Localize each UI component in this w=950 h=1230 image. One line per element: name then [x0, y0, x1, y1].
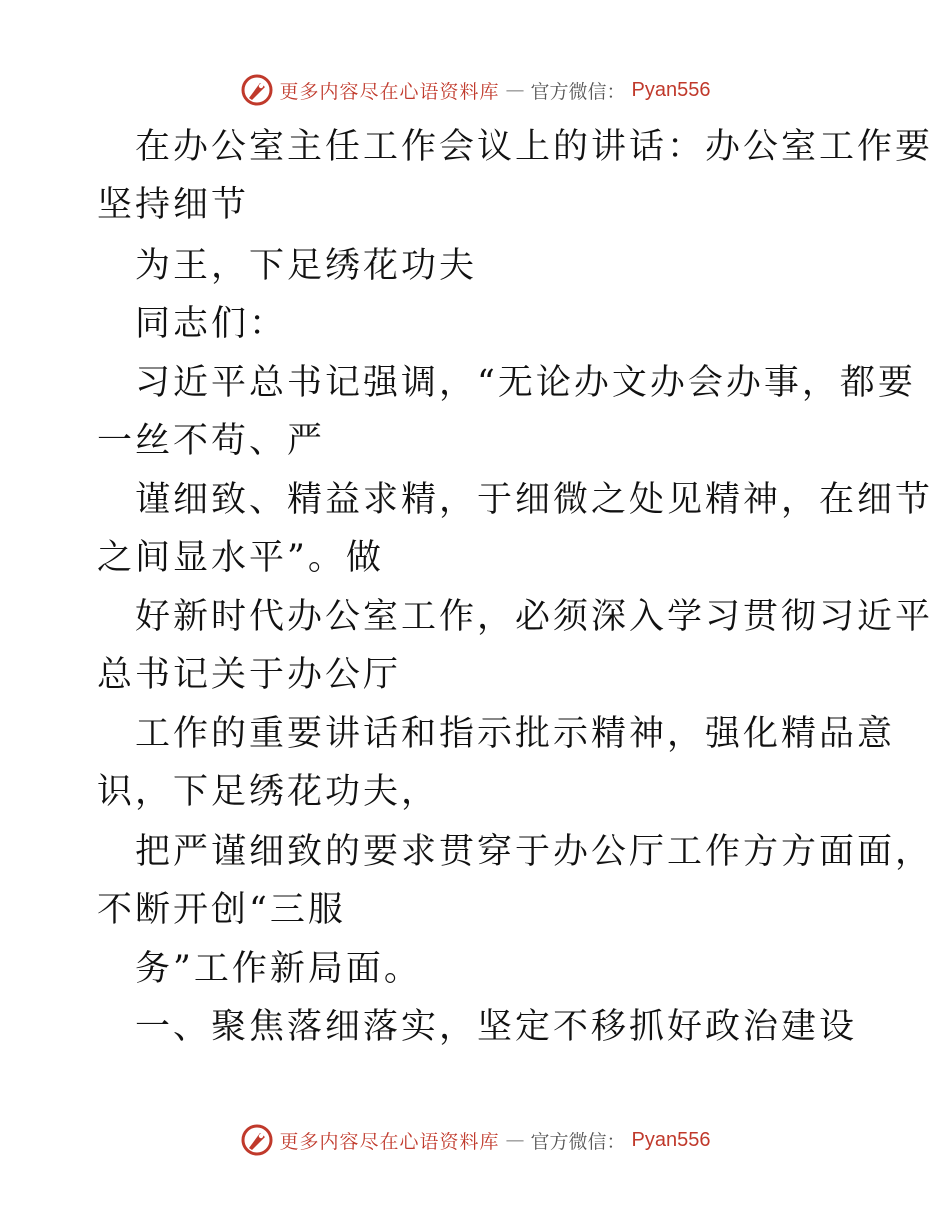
text-line: 务”工作新局面。	[135, 949, 422, 989]
text-line: 为王，下足绣花功夫	[135, 246, 478, 286]
text-line: 在办公室主任工作会议上的讲话：办公室工作要	[135, 127, 934, 167]
text-line: 一、聚焦落细落实，坚定不移抓好政治建设	[135, 1007, 858, 1047]
watermark-dash: —	[505, 1129, 525, 1151]
watermark-official-label: 官方微信：	[530, 1130, 626, 1153]
text-line: 好新时代办公室工作，必须深入学习贯彻习近平	[135, 597, 934, 637]
watermark-site-text: 更多内容尽在心语资料库	[279, 1130, 500, 1153]
text-line: 把严谨细致的要求贯穿于办公厅工作方方面面，	[135, 832, 934, 872]
watermark-wechat-id: Pyan556	[631, 78, 711, 101]
text-line: 同志们：	[135, 304, 288, 344]
text-line: 之间显水平”。做	[97, 538, 384, 578]
text-line: 习近平总书记强调，“无论办文办会办事，都要	[135, 363, 916, 403]
watermark-official-label: 官方微信：	[530, 80, 626, 103]
watermark-dash: —	[505, 79, 525, 101]
text-line: 总书记关于办公厅	[97, 655, 402, 695]
text-line: 识，下足绣花功夫，	[97, 772, 440, 812]
watermark-banner-bottom	[0, 1120, 950, 1160]
text-line: 坚持细节	[97, 185, 250, 225]
text-line: 谨细致、精益求精，于细微之处见精神，在细节	[135, 480, 934, 520]
text-line: 工作的重要讲话和指示批示精神，强化精品意	[135, 714, 896, 754]
text-line: 不断开创“三服	[97, 890, 346, 930]
text-line: 一丝不苟、严	[97, 421, 326, 461]
pen-nib-logo-icon	[240, 1123, 274, 1157]
watermark-banner-top	[0, 70, 950, 110]
pen-nib-logo-icon	[240, 73, 274, 107]
watermark-site-text: 更多内容尽在心语资料库	[279, 80, 500, 103]
watermark-wechat-id: Pyan556	[631, 1128, 711, 1151]
